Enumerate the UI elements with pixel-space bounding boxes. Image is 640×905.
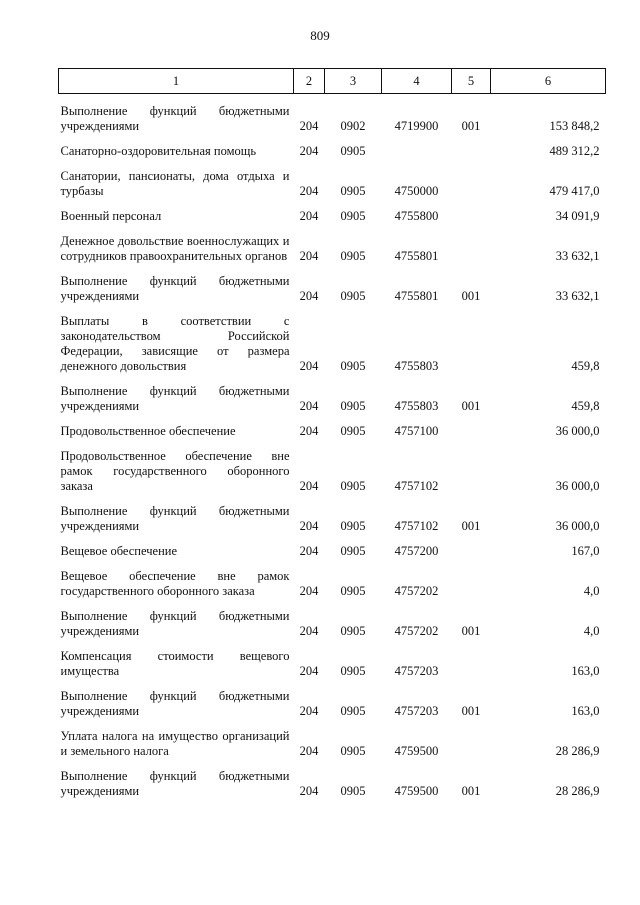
row-code-5 <box>452 649 491 679</box>
column-header-1: 1 <box>59 69 294 94</box>
row-name: Выполнение функций бюджетными учреждениями <box>60 609 290 638</box>
table-row <box>59 689 606 719</box>
row-code-2: 204 <box>299 664 319 678</box>
row-code-5 <box>452 314 491 374</box>
table-row <box>59 234 606 264</box>
table-header-row <box>59 69 606 94</box>
row-code-4: 4750000 <box>394 184 439 198</box>
table-row <box>59 104 606 134</box>
budget-table <box>58 68 606 799</box>
column-header-5: 5 <box>452 69 491 94</box>
row-spacer-cell <box>59 559 606 569</box>
row-spacer-cell <box>59 599 606 609</box>
row-amount: 4,0 <box>583 624 600 638</box>
table-row <box>59 169 606 199</box>
row-code-5: 001 <box>461 519 481 533</box>
row-amount: 33 632,1 <box>555 249 600 263</box>
row-code-4: 4757203 <box>394 704 439 718</box>
row-code-5: 001 <box>461 784 481 798</box>
row-spacer <box>59 679 606 689</box>
row-code-4: 4757203 <box>394 664 439 678</box>
row-code-5: 001 <box>461 289 481 303</box>
row-code-4: 4759500 <box>394 784 439 798</box>
row-code-4 <box>382 144 452 159</box>
row-code-2: 204 <box>299 399 319 413</box>
row-code-5 <box>452 209 491 224</box>
row-spacer <box>59 374 606 384</box>
row-code-2: 204 <box>299 544 319 558</box>
row-code-2: 204 <box>299 249 319 263</box>
row-code-2: 204 <box>299 744 319 758</box>
row-name: Выполнение функций бюджетными учреждениями <box>60 274 290 303</box>
row-code-3: 0905 <box>340 704 366 718</box>
row-amount: 33 632,1 <box>555 289 600 303</box>
row-code-2: 204 <box>299 704 319 718</box>
row-spacer-cell <box>59 94 606 105</box>
row-code-5 <box>452 544 491 559</box>
row-amount: 459,8 <box>571 359 600 373</box>
row-code-5: 001 <box>461 704 481 718</box>
table-row <box>59 609 606 639</box>
row-name: Компенсация стоимости вещевого имущества <box>60 649 290 678</box>
row-name: Санатории, пансионаты, дома отдыха и турбазы <box>60 169 290 198</box>
row-spacer-cell <box>59 199 606 209</box>
table-body <box>59 94 606 800</box>
row-code-2: 204 <box>299 424 319 438</box>
column-header-3: 3 <box>325 69 382 94</box>
row-spacer <box>59 414 606 424</box>
row-code-5: 001 <box>461 119 481 133</box>
row-name: Санаторно-оздоровительная помощь <box>60 144 257 158</box>
row-code-4: 4755803 <box>394 399 439 413</box>
row-code-4: 4719900 <box>394 119 439 133</box>
row-spacer <box>59 719 606 729</box>
row-code-3: 0905 <box>340 744 366 758</box>
row-code-2: 204 <box>299 584 319 598</box>
row-spacer <box>59 639 606 649</box>
row-code-5 <box>452 234 491 264</box>
row-code-5 <box>452 449 491 494</box>
row-code-3: 0905 <box>340 519 366 533</box>
row-code-2: 204 <box>299 784 319 798</box>
column-header-4: 4 <box>382 69 452 94</box>
row-code-3: 0905 <box>340 144 366 158</box>
row-amount: 479 417,0 <box>549 184 600 198</box>
row-name: Уплата налога на имущество организаций и земельного налога <box>60 729 290 758</box>
row-spacer-cell <box>59 639 606 649</box>
table-row <box>59 504 606 534</box>
row-name: Вещевое обеспечение вне рамок государственного оборонного заказа <box>60 569 290 598</box>
row-spacer <box>59 159 606 169</box>
row-code-2: 204 <box>299 209 319 223</box>
row-code-5 <box>452 144 491 159</box>
row-amount: 28 286,9 <box>555 744 600 758</box>
row-code-3: 0905 <box>340 359 366 373</box>
row-spacer-cell <box>59 264 606 274</box>
row-name: Военный персонал <box>60 209 162 223</box>
row-code-3: 0902 <box>340 119 366 133</box>
row-code-4: 4759500 <box>394 744 439 758</box>
row-amount: 489 312,2 <box>549 144 600 158</box>
row-amount: 459,8 <box>571 399 600 413</box>
row-amount: 36 000,0 <box>555 479 600 493</box>
row-code-2: 204 <box>299 519 319 533</box>
row-code-4: 4757202 <box>394 624 439 638</box>
row-code-3: 0905 <box>340 584 366 598</box>
row-amount: 163,0 <box>571 704 600 718</box>
row-spacer-cell <box>59 439 606 449</box>
row-name: Выполнение функций бюджетными учреждениями <box>60 384 290 413</box>
row-code-2: 204 <box>299 184 319 198</box>
row-amount: 34 091,9 <box>555 209 600 223</box>
row-amount: 36 000,0 <box>555 424 600 438</box>
row-amount: 4,0 <box>583 584 600 598</box>
table-row <box>59 314 606 374</box>
row-name: Выполнение функций бюджетными учреждениями <box>60 104 290 133</box>
row-spacer-cell <box>59 159 606 169</box>
row-code-2: 204 <box>299 119 319 133</box>
row-spacer-cell <box>59 414 606 424</box>
row-code-5: 001 <box>461 624 481 638</box>
row-spacer <box>59 759 606 769</box>
row-code-4: 4755801 <box>394 289 439 303</box>
row-spacer <box>59 439 606 449</box>
table-row <box>59 649 606 679</box>
row-code-4: 4755803 <box>394 359 439 373</box>
row-spacer-cell <box>59 679 606 689</box>
row-amount: 36 000,0 <box>555 519 600 533</box>
row-code-3: 0905 <box>340 479 366 493</box>
row-name: Выполнение функций бюджетными учреждениями <box>60 504 290 533</box>
row-code-3: 0905 <box>340 424 366 438</box>
row-spacer-cell <box>59 134 606 144</box>
row-code-3: 0905 <box>340 544 366 558</box>
column-header-2: 2 <box>294 69 325 94</box>
row-spacer-cell <box>59 534 606 544</box>
row-code-3: 0905 <box>340 399 366 413</box>
row-spacer <box>59 494 606 504</box>
row-code-2: 204 <box>299 144 319 158</box>
row-name: Продовольственное обеспечение вне рамок государственного оборонного заказа <box>60 449 290 493</box>
row-code-4: 4755801 <box>394 249 439 263</box>
row-code-3: 0905 <box>340 289 366 303</box>
row-name: Выплаты в соответствии с законодательством Российской Федерации, зависящие от размера денежного довольствия <box>60 314 290 373</box>
table-row <box>59 274 606 304</box>
row-spacer-cell <box>59 759 606 769</box>
row-spacer-cell <box>59 304 606 314</box>
row-code-4: 4757202 <box>394 584 439 598</box>
table-row <box>59 569 606 599</box>
table-row <box>59 769 606 799</box>
row-code-2: 204 <box>299 289 319 303</box>
row-code-3: 0905 <box>340 664 366 678</box>
row-spacer <box>59 134 606 144</box>
row-amount: 153 848,2 <box>549 119 600 133</box>
row-code-5 <box>452 169 491 199</box>
row-spacer <box>59 224 606 234</box>
row-code-4: 4757102 <box>394 479 439 493</box>
row-spacer <box>59 559 606 569</box>
row-spacer-cell <box>59 224 606 234</box>
row-code-2: 204 <box>299 359 319 373</box>
table-row <box>59 544 606 559</box>
row-code-3: 0905 <box>340 209 366 223</box>
row-spacer <box>59 599 606 609</box>
table-row <box>59 384 606 414</box>
row-name: Денежное довольствие военнослужащих и сотрудников правоохранительных органов <box>60 234 290 263</box>
row-code-5: 001 <box>461 399 481 413</box>
row-code-3: 0905 <box>340 184 366 198</box>
row-spacer-cell <box>59 374 606 384</box>
row-code-4: 4755800 <box>394 209 439 223</box>
row-spacer-cell <box>59 719 606 729</box>
row-name: Вещевое обеспечение <box>60 544 177 558</box>
row-amount: 163,0 <box>571 664 600 678</box>
row-amount: 28 286,9 <box>555 784 600 798</box>
row-code-3: 0905 <box>340 624 366 638</box>
row-spacer-cell <box>59 494 606 504</box>
column-header-6: 6 <box>491 69 606 94</box>
table-row <box>59 449 606 494</box>
row-name: Продовольственное обеспечение <box>60 424 236 438</box>
row-code-4: 4757102 <box>394 519 439 533</box>
row-code-4: 4757200 <box>394 544 439 558</box>
row-code-2: 204 <box>299 479 319 493</box>
table-row <box>59 424 606 439</box>
row-amount: 167,0 <box>571 544 600 558</box>
row-spacer <box>59 304 606 314</box>
row-code-4: 4757100 <box>394 424 439 438</box>
table-row <box>59 144 606 159</box>
page-number: 809 <box>310 28 330 43</box>
row-name: Выполнение функций бюджетными учреждениями <box>60 769 290 798</box>
row-spacer <box>59 199 606 209</box>
row-code-2: 204 <box>299 624 319 638</box>
table-row <box>59 209 606 224</box>
row-spacer <box>59 94 606 105</box>
row-spacer <box>59 264 606 274</box>
row-spacer <box>59 534 606 544</box>
row-code-5 <box>452 424 491 439</box>
row-name: Выполнение функций бюджетными учреждениями <box>60 689 290 718</box>
table-row <box>59 729 606 759</box>
row-code-5 <box>452 729 491 759</box>
row-code-3: 0905 <box>340 249 366 263</box>
row-code-5 <box>452 569 491 599</box>
row-code-3: 0905 <box>340 784 366 798</box>
